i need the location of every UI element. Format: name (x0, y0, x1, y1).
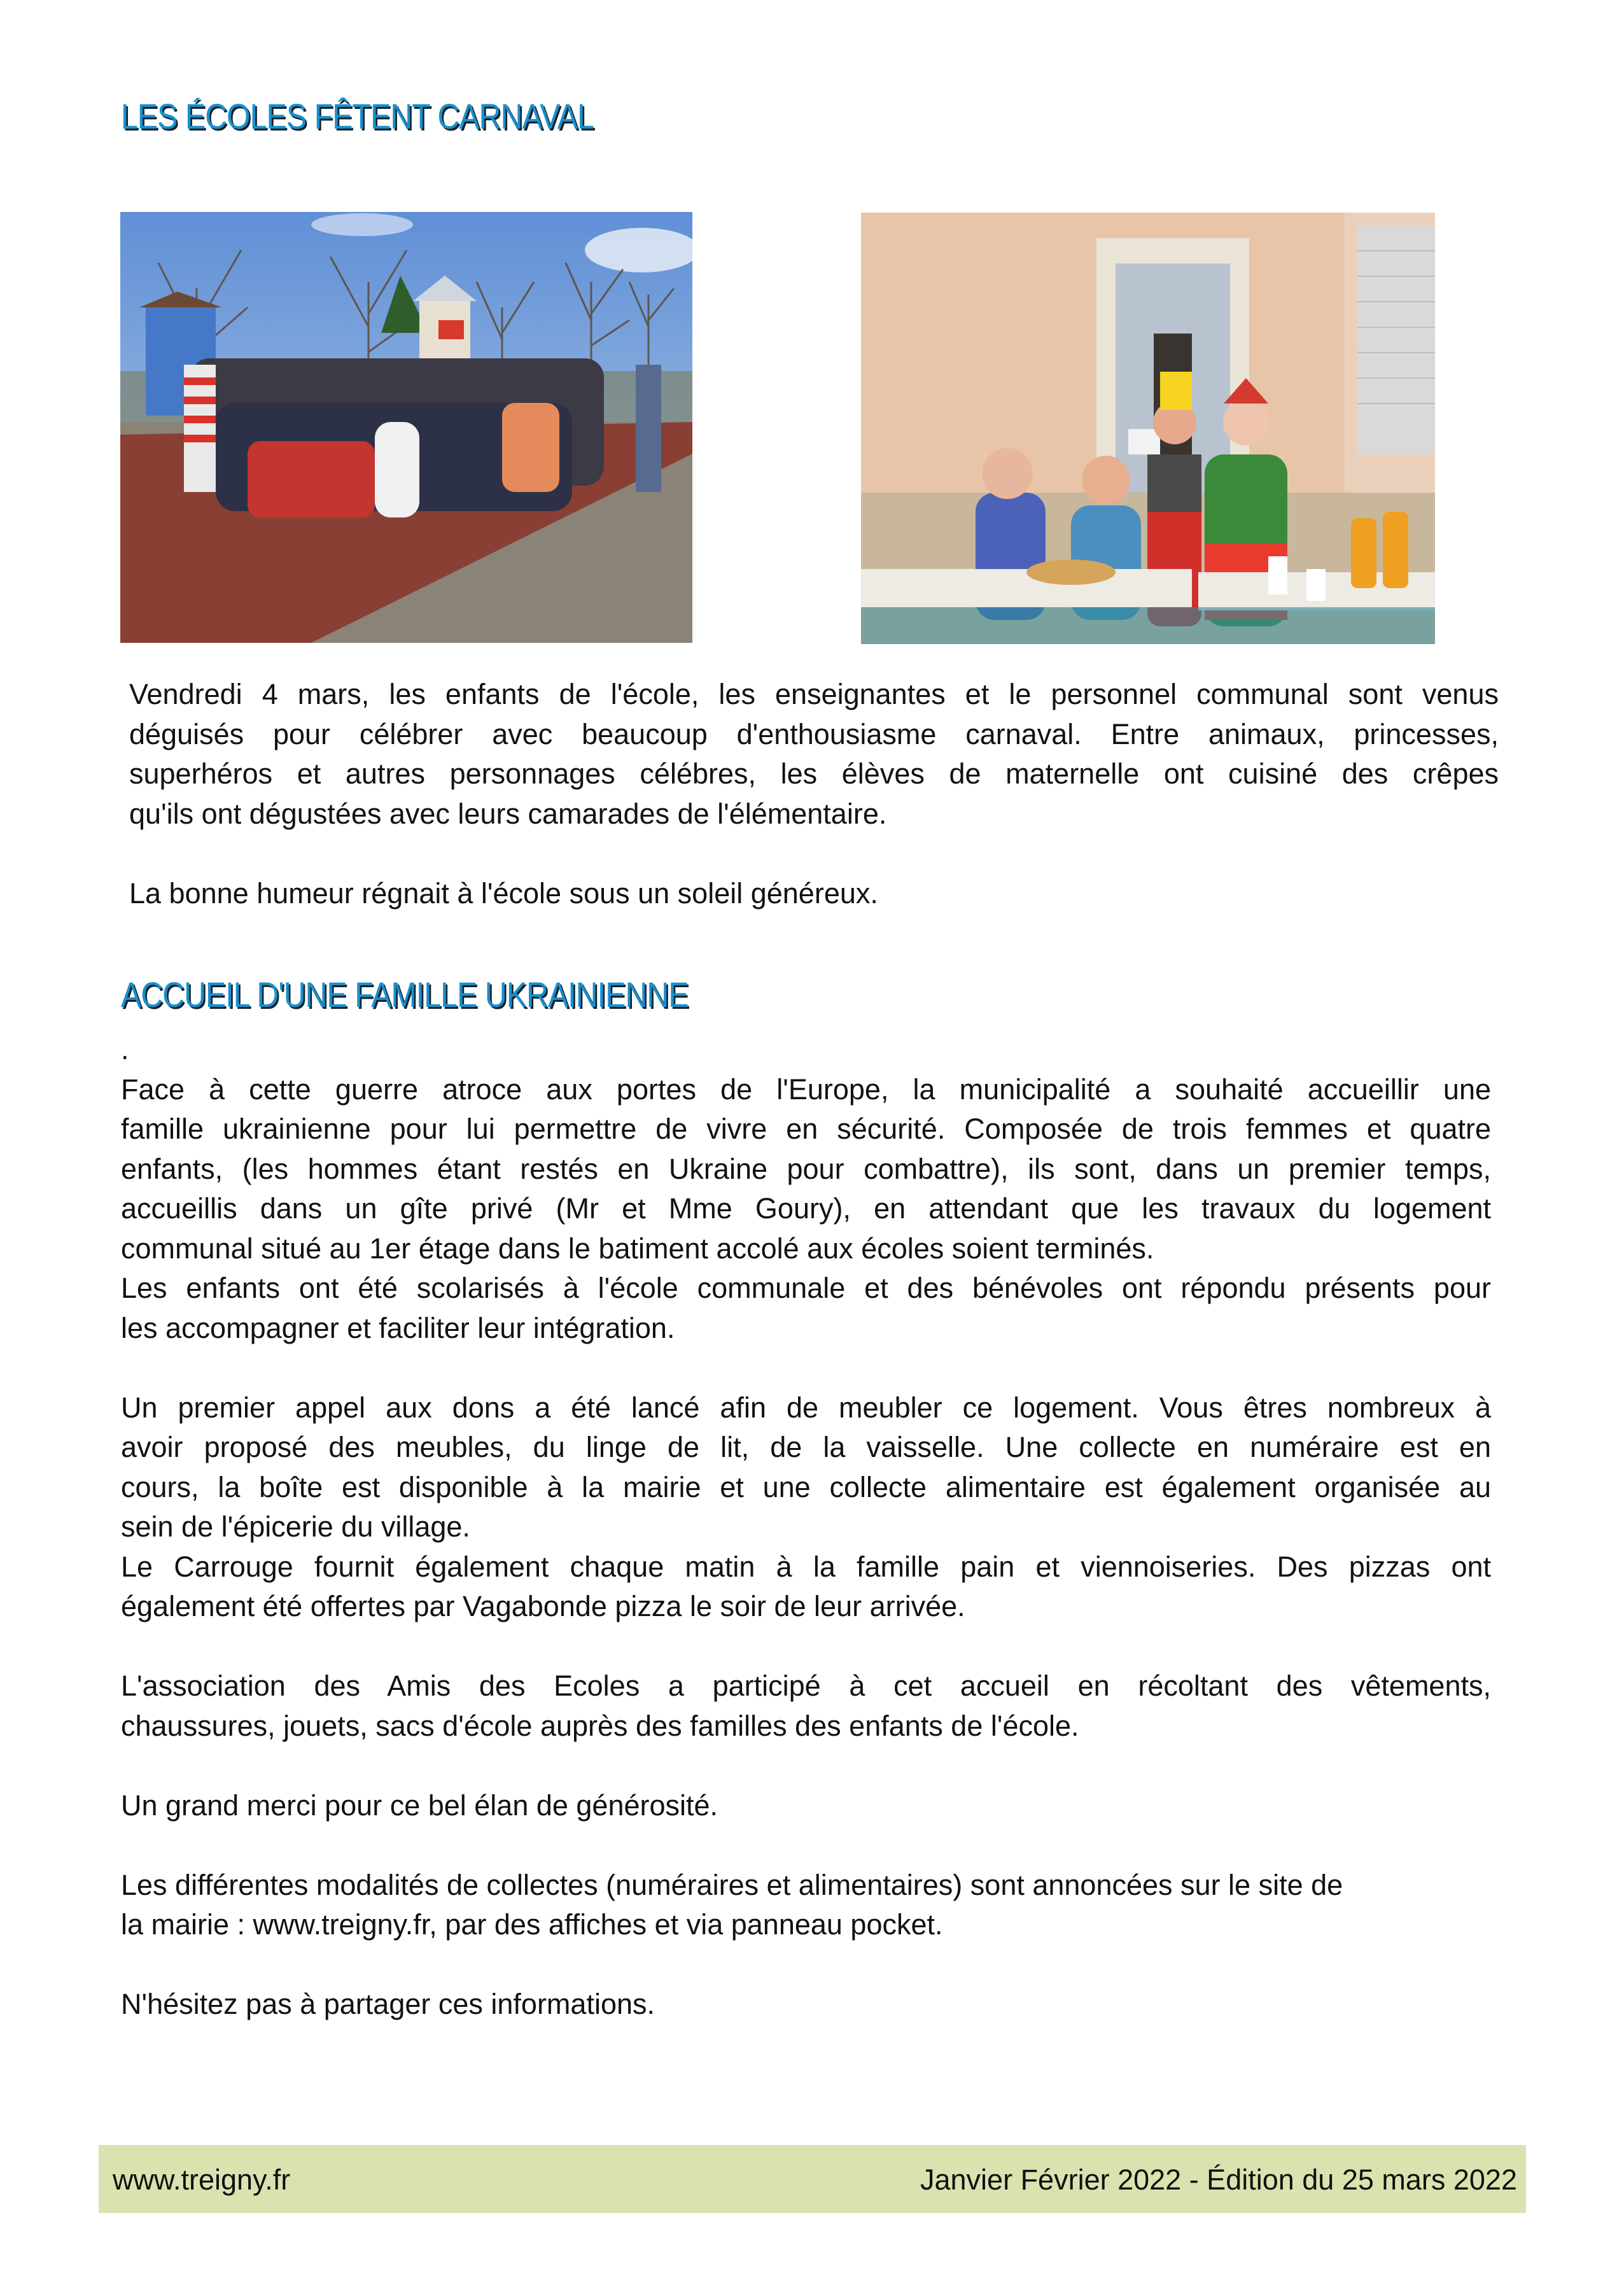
text-line: N'hésitez pas à partager ces informations. (121, 1988, 655, 2020)
paragraph-gap (129, 834, 1499, 874)
photo-carnaval-crepes-image (861, 213, 1435, 644)
section-title-carnaval: LES ÉCOLES FÊTENT CARNAVAL (121, 96, 594, 136)
paragraph-gap (121, 1627, 1491, 1667)
photo-carnaval-crepes (861, 213, 1435, 644)
text-line: déguisés pour célébrer avec beaucoup d'enthousiasme carnaval. Entre animaux, princesses, (129, 717, 1499, 750)
section-title-ukraine: ACCUEIL D'UNE FAMILLE UKRAINIENNE (121, 974, 689, 1015)
ukraine-paragraph-4 (121, 1786, 1491, 1826)
text-line: Un grand merci pour ce bel élan de générosité. (121, 1789, 718, 1822)
photo-carnaval-group (120, 212, 692, 643)
carnaval-paragraph-1 (129, 675, 1499, 834)
text-line: Le Carrouge fournit également chaque matin à la famille pain et viennoiseries. Des pizzas ont (121, 1550, 1491, 1583)
page-footer (99, 2145, 1526, 2213)
text-line: également été offertes par Vagabonde pizza le soir de leur arrivée. (121, 1590, 965, 1622)
text-line: famille ukrainienne pour lui permettre de vivre en sécurité. Composée de trois femmes et quatre (121, 1113, 1491, 1145)
carnaval-paragraph-2 (129, 874, 1499, 914)
text-line: enfants, (les hommes étant restés en Ukraine pour combattre), ils sont, dans un premier temps, (121, 1152, 1491, 1185)
text-line: Un premier appel aux dons a été lancé afin de meubler ce logement. Vous êtres nombreux à (121, 1391, 1491, 1424)
text-line: Les enfants ont été scolarisés à l'école communale et des bénévoles ont répondu présents pour (121, 1272, 1491, 1304)
text-line: avoir proposé des meubles, du linge de lit, de la vaisselle. Une collecte en numéraire est en (121, 1431, 1491, 1463)
text-line: chaussures, jouets, sacs d'école auprès des familles des enfants de l'école. (121, 1709, 1079, 1742)
text-line: la mairie : www.treigny.fr, par des affiches et via panneau pocket. (121, 1908, 943, 1941)
paragraph-gap (121, 1825, 1491, 1866)
text-line: superhéros et autres personnages célébres, les élèves de maternelle ont cuisiné des crêpes (129, 757, 1499, 790)
text-line: Face à cette guerre atroce aux portes de l'Europe, la municipalité a souhaité accueillir une (121, 1072, 1491, 1106)
text-line: accueillis dans un gîte privé (Mr et Mme Goury), en attendant que les travaux du logement (121, 1192, 1491, 1225)
text-line: sein de l'épicerie du village. (121, 1510, 470, 1543)
ukraine-paragraph-3 (121, 1666, 1491, 1746)
paragraph-gap (121, 1945, 1491, 1985)
footer-edition: Janvier Février 2022 - Édition du 25 mars 2022 (920, 2163, 1517, 2196)
text-line: qu'ils ont dégustées avec leurs camarades de l'élémentaire. (129, 797, 887, 830)
footer-website: www.treigny.fr (113, 2163, 291, 2196)
text-line: L'association des Amis des Ecoles a participé à cet accueil en récoltant des vêtements, (121, 1670, 1491, 1702)
text-line: La bonne humeur régnait à l'école sous un soleil généreux. (129, 876, 878, 910)
ukraine-paragraph-6 (121, 1985, 1491, 2025)
text-line: les accompagner et faciliter leur intégration. (121, 1311, 675, 1344)
ukraine-paragraph-2 (121, 1388, 1491, 1627)
photo-carnaval-group-image (120, 212, 692, 643)
paragraph-gap (121, 1348, 1491, 1388)
ukraine-article-body (121, 1030, 1491, 2025)
stray-dot: . (121, 1033, 129, 1065)
ukraine-paragraph-1 (121, 1070, 1491, 1349)
text-line: Vendredi 4 mars, les enfants de l'école, les enseignantes et le personnel communal sont venus (129, 678, 1499, 710)
ukraine-paragraph-5 (121, 1866, 1491, 1945)
text-line: Les différentes modalités de collectes (numéraires et alimentaires) sont annoncées sur le site de (121, 1868, 1343, 1901)
text-line: communal situé au 1er étage dans le batiment accolé aux écoles soient terminés. (121, 1232, 1154, 1265)
paragraph-gap (121, 1746, 1491, 1786)
text-line: cours, la boîte est disponible à la mairie et une collecte alimentaire est également organisée au (121, 1470, 1491, 1503)
carnaval-article-body (129, 675, 1499, 913)
